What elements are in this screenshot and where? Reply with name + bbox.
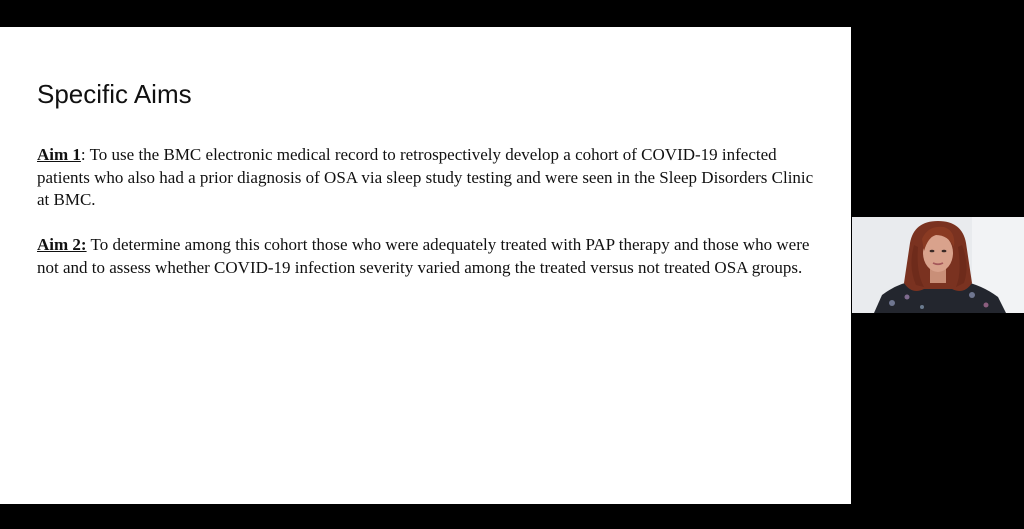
aim-1-paragraph bbox=[37, 144, 827, 212]
aim-2-text: To determine among this cohort those who were adequately treated with PAP therapy and those who were not and to assess whether COVID-19 infection severity varied among the treated versus not treated OSA groups. bbox=[37, 235, 810, 277]
aim-1-text: To use the BMC electronic medical record to retrospectively develop a cohort of COVID-19 infected patients who also had a prior diagnosis of OSA via sleep study testing and were seen in the Sleep Disorders Clinic at BMC. bbox=[37, 145, 814, 209]
slide-title: Specific Aims bbox=[37, 79, 192, 109]
aim-1-separator: : bbox=[80, 145, 86, 164]
presenter-video-feed-icon bbox=[852, 217, 1024, 313]
aim-2-paragraph bbox=[37, 234, 827, 279]
presenter-webcam-thumbnail[interactable] bbox=[852, 217, 1024, 313]
aim-1-label: Aim 1 bbox=[37, 145, 81, 164]
aim-2-label: Aim 2: bbox=[37, 235, 87, 254]
